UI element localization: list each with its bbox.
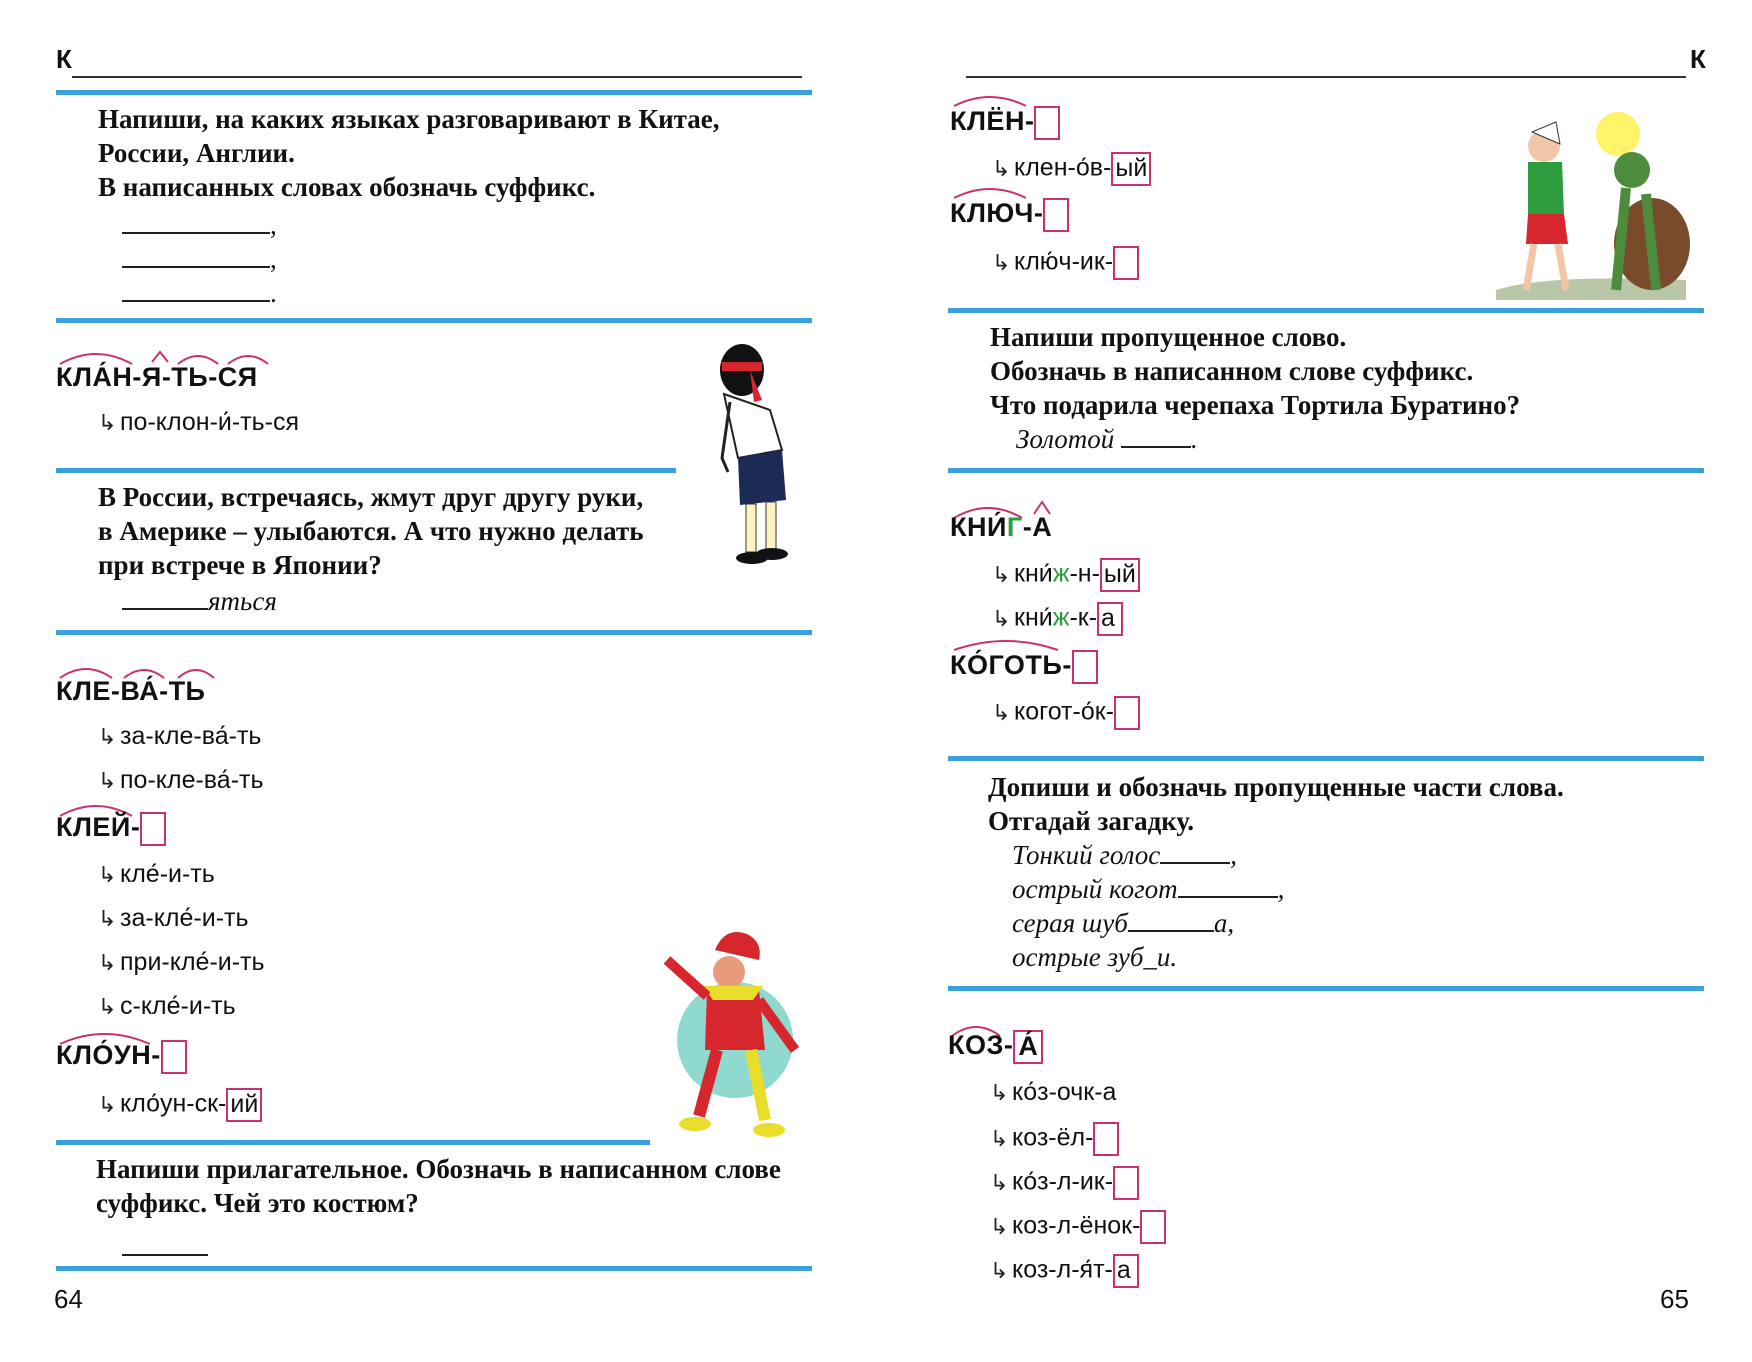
answer-line: Золотой .: [1016, 424, 1198, 454]
arrow-icon: ↳: [98, 410, 117, 435]
task-greeting: В России, встречаясь, жмут друг другу руки, в Америке – улыбаются. А что нужно делать при встрече в Японии?: [98, 482, 644, 580]
page-number: 64: [54, 1284, 83, 1314]
ending-box: А́: [1013, 1030, 1043, 1064]
entry-head: КЛА́Н-Я-ТЬ-СЯ: [56, 362, 258, 392]
arrow-icon: ↳: [98, 862, 117, 887]
ending-box: [1113, 1166, 1139, 1200]
pinocchio-turtle-illustration: [1486, 104, 1696, 304]
arrow-icon: ↳: [98, 906, 117, 931]
ending-box: ий: [226, 1088, 262, 1122]
ending-box: [140, 812, 166, 846]
ending-box: ый: [1100, 558, 1140, 592]
right-page: [876, 0, 1752, 1362]
ending-box: а: [1113, 1254, 1139, 1288]
divider: [948, 756, 1704, 761]
entry-head: КЛО́УН-: [56, 1040, 187, 1074]
derivative: ↳ коз-ёл-: [990, 1122, 1119, 1156]
entry-head: КЛЕ-ВА́-ТЬ: [56, 676, 206, 706]
page-letter: К: [1690, 44, 1706, 74]
ending-box: [1114, 696, 1140, 730]
task-riddle: Допиши и обозначь пропущенные части слова. Отгадай загадку.: [988, 772, 1564, 836]
task-costume: Напиши прилагательное. Обозначь в написанном слове суффикс. Чей это костюм?: [96, 1154, 781, 1218]
arrow-icon: ↳: [990, 1169, 1009, 1195]
ending-box: [161, 1040, 187, 1074]
entry-head: КНИ́Г-А: [950, 512, 1053, 542]
entry-head: КЛЮЧ-: [950, 198, 1069, 232]
ending-box: [1113, 246, 1139, 280]
clown-illustration: [655, 920, 815, 1150]
arrow-icon: ↳: [992, 155, 1011, 181]
derivative: ↳ коз-л-я́т- а: [990, 1254, 1139, 1288]
page-letter: К: [56, 44, 72, 74]
answer-lines: , , .: [122, 208, 277, 310]
answer-blank[interactable]: [1178, 872, 1278, 898]
divider: [56, 630, 812, 635]
divider: [56, 1266, 812, 1271]
derivative: ↳ кни́ж-к- а: [992, 602, 1123, 636]
arrow-icon: ↳: [98, 768, 117, 793]
morpheme-arcs: [950, 178, 1050, 200]
derivative: ↳ клю́ч-ик-: [992, 246, 1139, 280]
bowing-boy-illustration: [700, 340, 810, 570]
ending-box: [1140, 1210, 1166, 1244]
arrow-icon: ↳: [990, 1125, 1009, 1151]
ending-box: [1043, 198, 1069, 232]
derivative: ↳ при-кле́-и-ть: [98, 948, 265, 976]
derivative: ↳ по-клон-и́-ть-ся: [98, 408, 300, 436]
derivative: ↳ за-кле́-и-ть: [98, 904, 249, 932]
arrow-icon: ↳: [992, 699, 1011, 725]
ending-box: [1034, 106, 1060, 140]
arrow-icon: ↳: [990, 1257, 1009, 1283]
arrow-icon: ↳: [98, 994, 117, 1019]
ending-box: а: [1097, 602, 1123, 636]
derivative: ↳ коз-л-ёнок-: [990, 1210, 1166, 1244]
divider: [56, 1140, 650, 1145]
arrow-icon: ↳: [990, 1213, 1009, 1239]
ending-box: ый: [1111, 152, 1151, 186]
derivative: ↳ когот-о́к-: [992, 696, 1140, 730]
header-rule: [72, 76, 802, 78]
arrow-icon: ↳: [992, 561, 1011, 587]
answer-blank[interactable]: [1121, 422, 1191, 448]
task-line: В написанных словах обозначь суффикс.: [98, 172, 596, 202]
derivative: ↳ ко́з-л-ик-: [990, 1166, 1139, 1200]
answer-line: [122, 1230, 208, 1261]
riddle-lines: Тонкий голос , острый когот , серая шуб а, острые зуб_и.: [1012, 840, 1285, 972]
arrow-icon: ↳: [992, 249, 1011, 275]
divider: [948, 986, 1704, 991]
derivative: ↳ ко́з-очк-а: [990, 1078, 1117, 1106]
derivative: ↳ кле́-и-ть: [98, 860, 215, 888]
arrow-icon: ↳: [98, 724, 117, 749]
divider: [56, 468, 676, 473]
answer-blank[interactable]: [122, 242, 270, 268]
entry-head: КЛЁН-: [950, 106, 1060, 140]
divider: [56, 90, 812, 95]
task-line: Напиши, на каких языках разговаривают в Китае,: [98, 104, 720, 134]
ending-box: [1072, 650, 1098, 684]
derivative: ↳ клен-о́в- ый: [992, 152, 1151, 186]
page-number: 65: [1660, 1284, 1689, 1314]
ending-box: [1093, 1122, 1119, 1156]
derivative: ↳ кло́ун-ск- ий: [98, 1088, 262, 1122]
derivative: ↳ с-кле́-и-ть: [98, 992, 236, 1020]
answer-blank[interactable]: [122, 276, 270, 302]
derivative: ↳ кни́ж-н- ый: [992, 558, 1140, 592]
derivative: ↳ по-кле-ва́-ть: [98, 766, 264, 794]
task-languages: [98, 102, 719, 204]
arrow-icon: ↳: [98, 950, 117, 975]
arrow-icon: ↳: [990, 1080, 1009, 1105]
answer-blank[interactable]: [122, 208, 270, 234]
derivative: ↳ за-кле-ва́-ть: [98, 722, 262, 750]
entry-head: КЛЕЙ-: [56, 812, 166, 846]
divider: [948, 308, 1704, 313]
header-rule: [966, 76, 1686, 78]
answer-blank[interactable]: [122, 1230, 208, 1256]
divider: [948, 468, 1704, 473]
answer-blank[interactable]: [1128, 906, 1214, 932]
arrow-icon: ↳: [98, 1091, 117, 1117]
entry-head: КОЗ- А́: [948, 1030, 1043, 1064]
arrow-icon: ↳: [992, 605, 1011, 631]
answer-line: яться: [122, 584, 277, 618]
morpheme-arcs: [950, 630, 1080, 652]
task-present: Напиши пропущенное слово. Обозначь в написанном слове суффикс. Что подарила черепаха Тортила Буратино?: [990, 322, 1521, 420]
answer-blank[interactable]: [122, 584, 208, 610]
answer-blank[interactable]: [1160, 838, 1230, 864]
task-line: России, Англии.: [98, 138, 295, 168]
morpheme-arcs: [950, 86, 1050, 108]
divider: [56, 318, 812, 323]
entry-head: КО́ГОТЬ-: [950, 650, 1098, 684]
